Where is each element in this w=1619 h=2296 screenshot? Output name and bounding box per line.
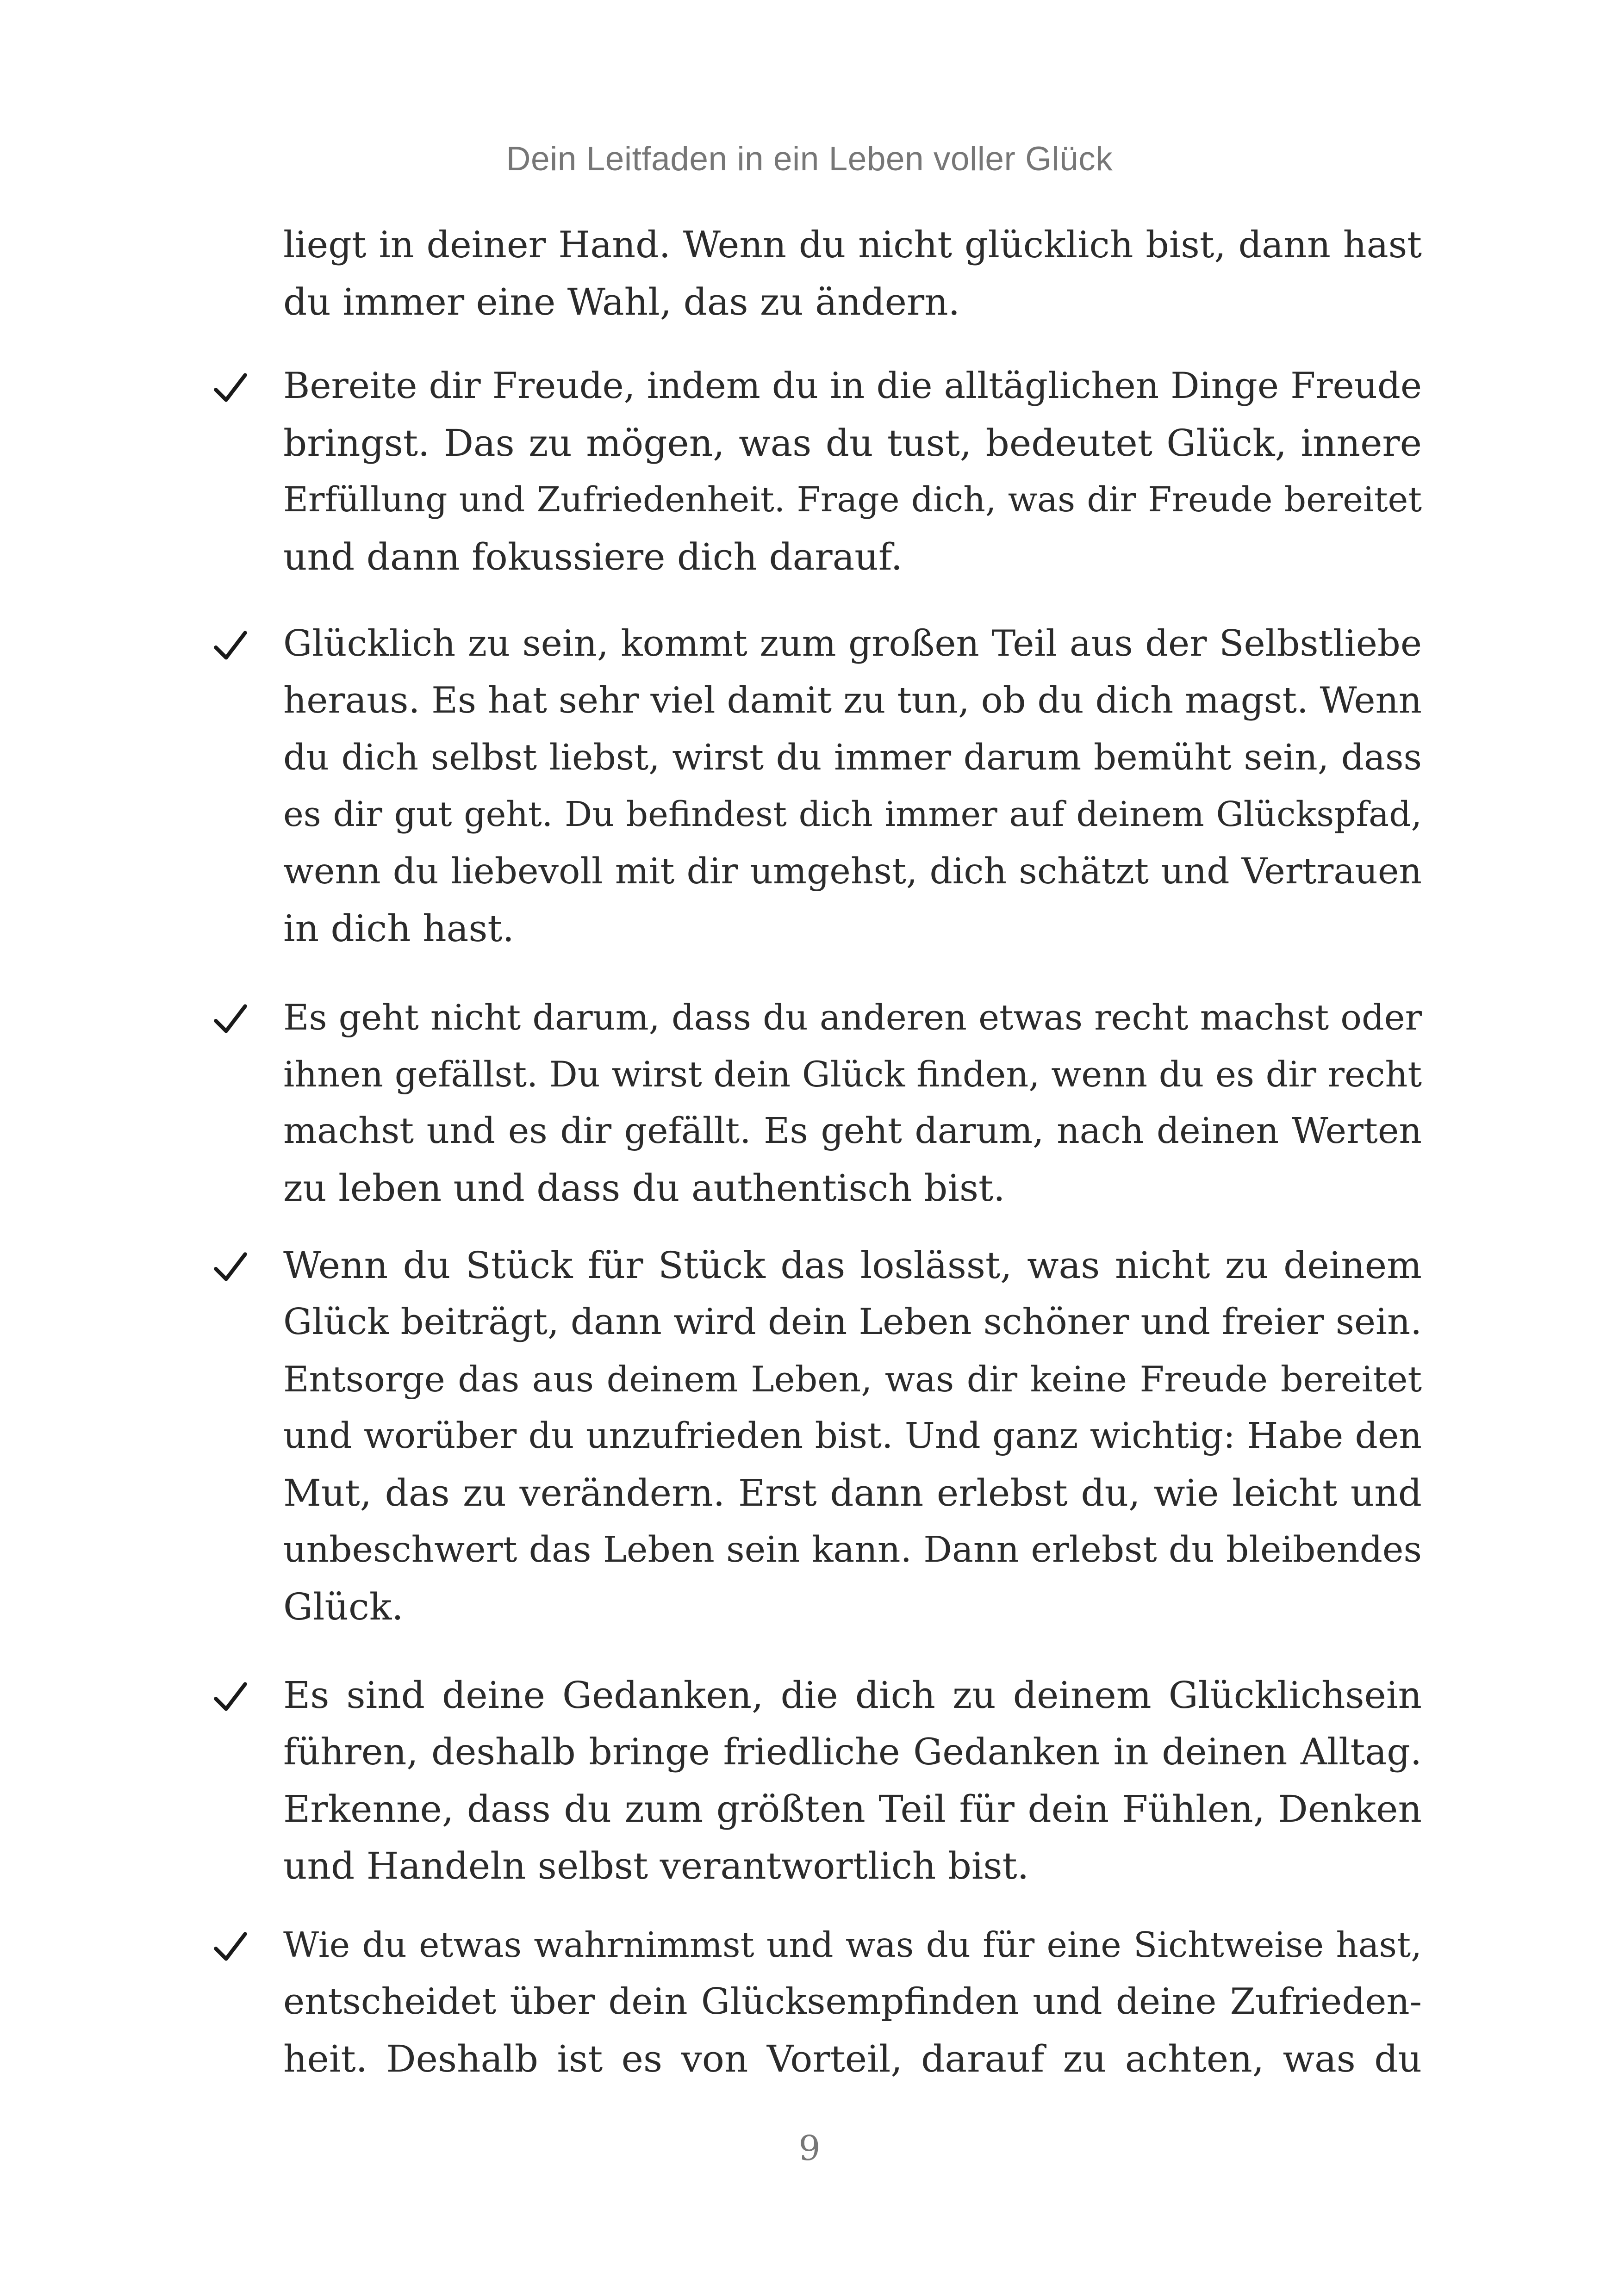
text-line: Glück beiträgt, dann wird dein Leben schöner und freier sein. [283, 1301, 1422, 1343]
text-line: und dann fokussiere dich darauf. [283, 535, 903, 578]
running-header: Dein Leitfaden in ein Leben voller Glück [506, 140, 1113, 178]
checkmark-icon [213, 1917, 264, 1973]
text-line: zu leben und dass du authentisch bist. [283, 1167, 1005, 1210]
checkmark-icon [213, 1667, 264, 1724]
text-line: in dich hast. [283, 907, 514, 950]
text-line: Entsorge das aus deinem Leben, was dir keine Freude bereitet [283, 1359, 1422, 1400]
checkmark-icon [213, 615, 264, 672]
text-line: Es sind deine Gedanken, die dich zu deinem Glücklichsein [283, 1674, 1422, 1717]
text-line: liegt in deiner Hand. Wenn du nicht glücklich bist, dann hast [283, 223, 1422, 266]
text-line: Es geht nicht darum, dass du anderen etwas recht machst oder [283, 997, 1422, 1038]
page-number: 9 [798, 2128, 821, 2168]
text-line: und Handeln selbst verantwortlich bist. [283, 1844, 1029, 1887]
text-line: führen, deshalb bringe friedliche Gedanken in deinen Alltag. [283, 1731, 1422, 1773]
text-line: entscheidet über dein Glücksempfinden und deine Zufrieden- [283, 1981, 1422, 2023]
text-line: Bereite dir Freude, indem du in die alltäglichen Dinge Freude [283, 365, 1422, 407]
text-line: es dir gut geht. Du befindest dich immer auf deinem Glückspfad, [283, 794, 1422, 834]
text-line: Wenn du Stück für Stück das loslässt, was nicht zu deinem [283, 1244, 1422, 1287]
text-line: bringst. Das zu mögen, was du tust, bedeutet Glück, innere [283, 422, 1422, 465]
text-line: machst und es dir gefällt. Es geht darum, nach deinen Werten [283, 1111, 1422, 1152]
text-line: Erkenne, dass du zum größten Teil für dein Fühlen, Denken [283, 1787, 1422, 1831]
text-line: unbeschwert das Leben sein kann. Dann erlebst du bleibendes [283, 1529, 1422, 1570]
text-line: ihnen gefällst. Du wirst dein Glück finden, wenn du es dir recht [283, 1054, 1422, 1095]
checkmark-icon [213, 989, 264, 1046]
text-line: Erfüllung und Zufriedenheit. Frage dich, was dir Freude bereitet [283, 480, 1422, 520]
text-line: heraus. Es hat sehr viel damit zu tun, ob du dich magst. Wenn [283, 680, 1422, 721]
text-line: du immer eine Wahl, das zu ändern. [283, 280, 960, 323]
continuation-paragraph [283, 217, 1422, 330]
checkmark-icon [213, 358, 264, 415]
text-line: Glück. [283, 1585, 404, 1628]
text-line: Glücklich zu sein, kommt zum großen Teil aus der Selbstliebe [283, 623, 1422, 664]
text-line: du dich selbst liebst, wirst du immer darum bemüht sein, dass [283, 737, 1422, 778]
text-line: heit. Deshalb ist es von Vorteil, darauf zu achten, was du [283, 2037, 1422, 2080]
text-line: und worüber du unzufrieden bist. Und ganz wichtig: Habe den [283, 1415, 1422, 1457]
text-line: Mut, das zu verändern. Erst dann erlebst du, wie leicht und [283, 1471, 1422, 1514]
checkmark-icon [213, 1237, 264, 1294]
text-line: wenn du liebevoll mit dir umgehst, dich schätzt und Vertrauen [283, 851, 1422, 892]
text-line: Wie du etwas wahrnimmst und was du für eine Sichtweise hast, [283, 1924, 1422, 1965]
